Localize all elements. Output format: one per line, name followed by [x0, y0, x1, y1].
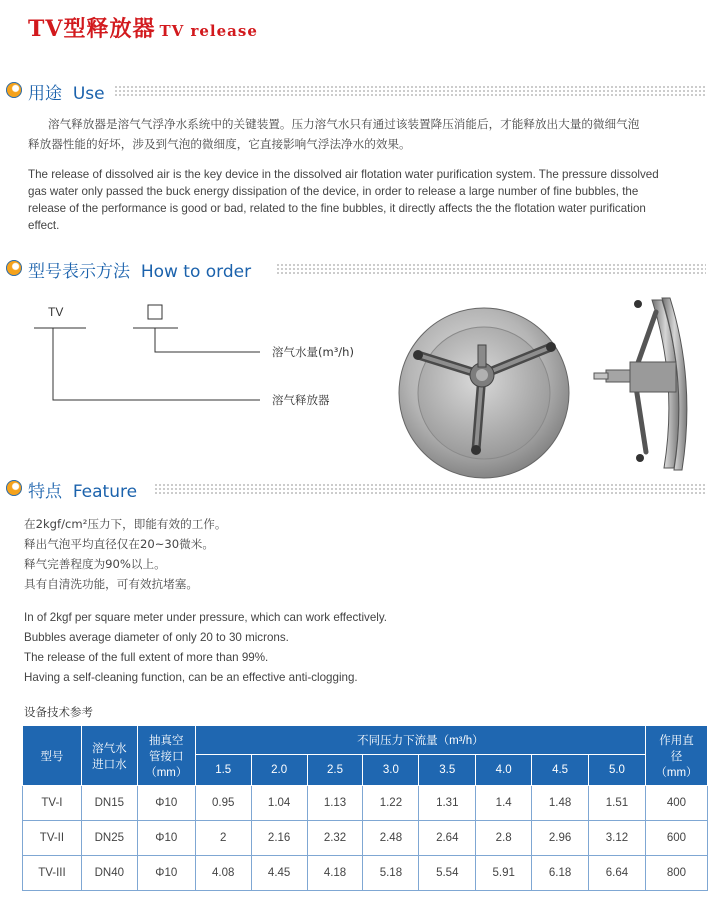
header-model: 型号	[23, 726, 82, 786]
cell-flow: 2.16	[251, 821, 307, 856]
section-use-header	[6, 80, 706, 102]
feature-cn-item: 释气完善程度为90%以上。	[24, 557, 166, 571]
order-diagram	[20, 300, 380, 410]
section-order-title: 型号表示方法 How to order	[28, 262, 252, 282]
section-divider	[276, 263, 706, 274]
feature-en-item: The release of the full extent of more than 99%.	[24, 651, 269, 664]
feature-cn-item: 释出气泡平均直径仅在20~30微米。	[24, 537, 214, 551]
use-cn-line2: 释放器性能的好坏，涉及到气泡的微细度，它直接影响气浮法净水的效果。	[28, 137, 411, 151]
cell-flow: 2.48	[363, 821, 419, 856]
spec-table	[22, 725, 708, 891]
label-flow: 溶气水量(m³/h)	[272, 345, 354, 359]
page-title	[28, 12, 258, 43]
cell-flow: 6.18	[532, 856, 589, 891]
pressure-cell: 1.5	[195, 755, 251, 786]
section-feature-header	[6, 478, 706, 500]
flow-placeholder-box	[148, 305, 162, 319]
use-text-cn	[28, 114, 718, 154]
cell-flow: 1.04	[251, 786, 307, 821]
cell-flow: 2.96	[532, 821, 589, 856]
cell-inlet: DN15	[81, 786, 137, 821]
section-divider	[114, 85, 706, 96]
cell-flow: 1.13	[307, 786, 363, 821]
title-cn: TV型释放器	[28, 16, 156, 42]
feature-en-item: In of 2kgf per square meter under pressure, which can work effectively.	[24, 611, 388, 624]
pressure-cell: 2.0	[251, 755, 307, 786]
cell-flow: 5.18	[363, 856, 419, 891]
cell-flow: 6.64	[589, 856, 646, 891]
cell-inlet: DN25	[81, 821, 137, 856]
table-header-row	[23, 726, 708, 755]
cell-model: TV-I	[23, 786, 82, 821]
cell-model: TV-III	[23, 856, 82, 891]
table-caption: 设备技术参考	[24, 705, 93, 719]
cell-vacuum: Φ10	[137, 856, 195, 891]
cell-flow: 3.12	[589, 821, 646, 856]
cell-flow: 1.31	[419, 786, 476, 821]
cell-flow: 4.45	[251, 856, 307, 891]
use-en-line4: effect.	[28, 219, 60, 232]
use-cn-line1: 溶气释放器是溶气气浮净水系统中的关键装置。压力溶气水只有通过该装置降压消能后，才能释放出大量的微细气泡	[48, 117, 640, 131]
section-order-header	[6, 258, 706, 280]
cell-range: 800	[645, 856, 707, 891]
product-front-view	[396, 305, 576, 485]
cell-flow: 1.4	[476, 786, 532, 821]
section-use-title: 用途 Use	[28, 84, 105, 104]
cell-flow: 2.32	[307, 821, 363, 856]
cell-flow: 0.95	[195, 786, 251, 821]
pressure-cell: 3.5	[419, 755, 476, 786]
feature-list-cn	[24, 514, 624, 594]
cell-flow: 1.51	[589, 786, 646, 821]
pressure-cell: 4.0	[476, 755, 532, 786]
title-en: TV release	[159, 22, 258, 40]
cell-range: 400	[645, 786, 707, 821]
cell-flow: 1.48	[532, 786, 589, 821]
header-range: 作用直径（mm）	[645, 726, 707, 786]
table-row	[23, 786, 708, 821]
cell-flow: 5.54	[419, 856, 476, 891]
order-code: TV	[48, 305, 64, 319]
cell-range: 600	[645, 821, 707, 856]
header-inlet: 溶气水进口水	[81, 726, 137, 786]
cell-vacuum: Φ10	[137, 821, 195, 856]
feature-en-item: Bubbles average diameter of only 20 to 30 microns.	[24, 631, 289, 644]
flow-leader-line	[155, 328, 260, 352]
cell-flow: 5.91	[476, 856, 532, 891]
pressure-cell: 5.0	[589, 755, 646, 786]
cell-flow: 4.18	[307, 856, 363, 891]
bullet-icon	[6, 260, 22, 276]
feature-cn-item: 具有自清洗功能，可有效抗堵塞。	[24, 577, 198, 591]
label-name: 溶气释放器	[272, 393, 330, 407]
feature-en-item: Having a self-cleaning function, can be an effective anti-clogging.	[24, 671, 358, 684]
header-vacuum: 抽真空管接口（mm）	[137, 726, 195, 786]
use-en-line3: release of the performance is good or bad, related to the fine bubbles, it directly affects the the flotation water purification	[28, 202, 646, 215]
cell-vacuum: Φ10	[137, 786, 195, 821]
section-feature-title: 特点 Feature	[28, 482, 138, 502]
header-flow: 不同压力下流量（m³/h）	[195, 726, 645, 755]
pressure-cell: 3.0	[363, 755, 419, 786]
cell-flow: 1.22	[363, 786, 419, 821]
table-row	[23, 821, 708, 856]
pressure-cell: 4.5	[532, 755, 589, 786]
cell-flow: 2	[195, 821, 251, 856]
use-text-en	[28, 166, 718, 234]
use-en-line2: gas water only passed the buck energy dissipation of the device, in order to release a large number of fine bubbles, the	[28, 185, 639, 198]
cell-flow: 4.08	[195, 856, 251, 891]
table-row	[23, 856, 708, 891]
use-en-line1: The release of dissolved air is the key device in the dissolved air flotation water purification system. The pressure dissolved	[28, 168, 659, 181]
cell-inlet: DN40	[81, 856, 137, 891]
cell-flow: 2.8	[476, 821, 532, 856]
feature-cn-item: 在2kgf/cm²压力下，即能有效的工作。	[24, 517, 227, 531]
pressure-cell: 2.5	[307, 755, 363, 786]
feature-list-en	[24, 608, 644, 688]
product-side-view	[590, 292, 705, 477]
bullet-icon	[6, 82, 22, 98]
cell-model: TV-II	[23, 821, 82, 856]
name-leader-line	[53, 328, 260, 400]
section-divider	[154, 483, 706, 494]
cell-flow: 2.64	[419, 821, 476, 856]
bullet-icon	[6, 480, 22, 496]
